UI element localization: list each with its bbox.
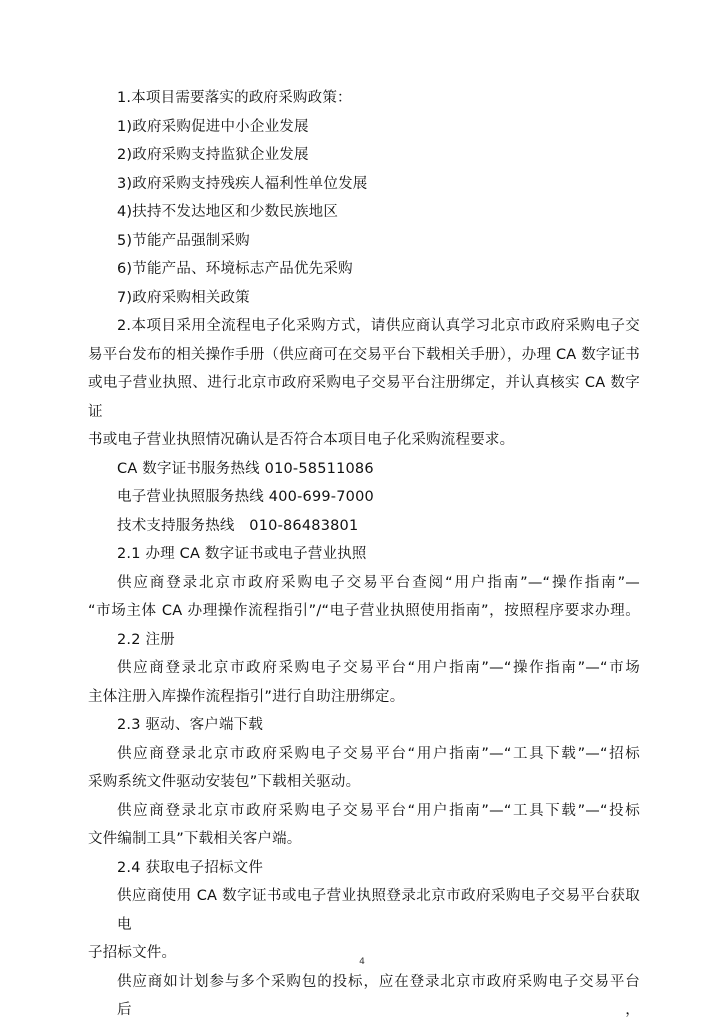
text-line: 3)政府采购支持残疾人福利性单位发展 xyxy=(117,175,368,192)
text-line: 或电子营业执照、进行北京市政府采购电子交易平台注册绑定，并认真核实 CA 数字证 xyxy=(88,375,640,420)
text-line: 供应商登录北京市政府采购电子交易平台查阅“用户指南”—“操作指南”— xyxy=(117,574,640,591)
text-line: 2.本项目采用全流程电子化采购方式，请供应商认真学习北京市政府采购电子交 xyxy=(117,318,640,334)
text-line: “市场主体 CA 办理操作流程指引”/“电子营业执照使用指南”，按照程序要求办理。 xyxy=(88,603,640,619)
text-line: 供应商使用 CA 数字证书或电子营业执照登录北京市政府采购电子交易平台获取电 xyxy=(117,888,640,933)
text-line: 6)节能产品、环境标志产品优先采购 xyxy=(117,261,353,277)
text-line: 书或电子营业执照情况确认是否符合本项目电子化采购流程要求。 xyxy=(88,432,515,448)
text-line: 4)扶持不发达地区和少数民族地区 xyxy=(117,204,339,220)
text-line: 7)政府采购相关政策 xyxy=(117,289,250,306)
text-line: 电子营业执照服务热线 400-699-7000 xyxy=(117,489,374,505)
text-line: 2.3 驱动、客户端下载 xyxy=(117,717,264,733)
text-line: 2.1 办理 CA 数字证书或电子营业执照 xyxy=(117,546,367,562)
text-line: 易平台发布的相关操作手册（供应商可在交易平台下载相关手册），办理 CA 数字证书 xyxy=(88,346,641,363)
text-line: CA 数字证书服务热线 010-58511086 xyxy=(117,460,374,477)
document-body xyxy=(88,84,640,1025)
text-line: 采购系统文件驱动安装包”下载相关驱动。 xyxy=(88,774,361,790)
page-number: 4 xyxy=(359,957,365,967)
text-line: 主体注册入库操作流程指引”进行自助注册绑定。 xyxy=(88,688,405,705)
text-line: 2.2 注册 xyxy=(117,631,175,648)
text-line: 1)政府采购促进中小企业发展 xyxy=(117,118,309,135)
text-line: 2)政府采购支持监狱企业发展 xyxy=(117,147,309,163)
text-line: 子招标文件。 xyxy=(88,945,177,961)
text-line: 1.本项目需要落实的政府采购政策： xyxy=(117,90,352,106)
text-line: 供应商如计划参与多个采购包的投标，应在登录北京市政府采购电子交易平台后， xyxy=(117,973,640,1018)
text-line: 供应商登录北京市政府采购电子交易平台“用户指南”—“工具下载”—“招标 xyxy=(117,745,640,762)
text-line: 文件编制工具”下载相关客户端。 xyxy=(88,831,302,847)
text-line: 供应商登录北京市政府采购电子交易平台“用户指南”—“操作指南”—“市场 xyxy=(117,660,640,676)
text-line: 2.4 获取电子招标文件 xyxy=(117,859,264,876)
text-line: 技术支持服务热线 010-86483801 xyxy=(117,517,359,534)
text-line: 5)节能产品强制采购 xyxy=(117,232,250,249)
text-line: 供应商登录北京市政府采购电子交易平台“用户指南”—“工具下载”—“投标 xyxy=(117,802,640,819)
